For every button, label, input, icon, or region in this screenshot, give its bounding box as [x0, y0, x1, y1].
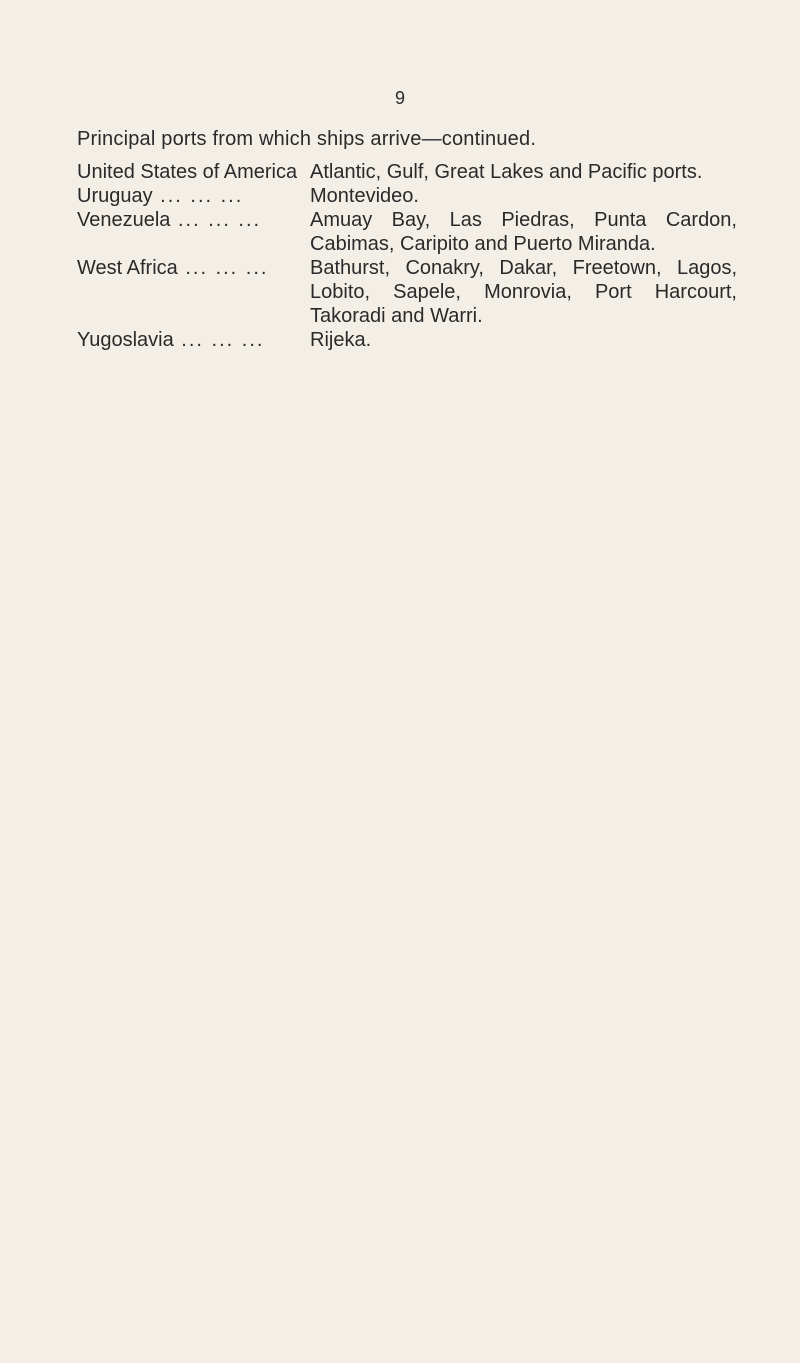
country-name: Venezuela ... ... ... [77, 209, 262, 231]
list-item [77, 208, 737, 256]
country-name: Uruguay ... ... ... [77, 185, 244, 207]
list-item [77, 160, 737, 184]
port-names: Montevideo. [310, 185, 419, 207]
port-names: Atlantic, Gulf, Great Lakes and Pacific ports. [310, 161, 703, 183]
port-names: Bathurst, Conakry, Dakar, Freetown, Lagos, Lobito, Sapele, Monrovia, Port Harcourt, Takoradi and Warri. [310, 257, 737, 327]
leader-dots: ... ... ... [177, 257, 269, 279]
port-names: Rijeka. [310, 329, 372, 351]
list-item [77, 184, 737, 208]
leader-dots: ... ... ... [170, 209, 262, 231]
country-name: United States of America [77, 161, 298, 183]
list-item [77, 328, 737, 352]
country-name: West Africa ... ... ... [77, 257, 269, 279]
leader-dots: ... ... ... [152, 185, 244, 207]
ports-list [77, 160, 737, 352]
country-name: Yugoslavia ... ... ... [77, 329, 265, 351]
page-number: 9 [394, 88, 405, 108]
section-heading: Principal ports from which ships arrive—continued. [77, 128, 537, 150]
port-names: Amuay Bay, Las Piedras, Punta Cardon, Cabimas, Caripito and Puerto Miranda. [310, 209, 737, 255]
list-item [77, 256, 737, 328]
leader-dots: ... ... ... [173, 329, 265, 351]
